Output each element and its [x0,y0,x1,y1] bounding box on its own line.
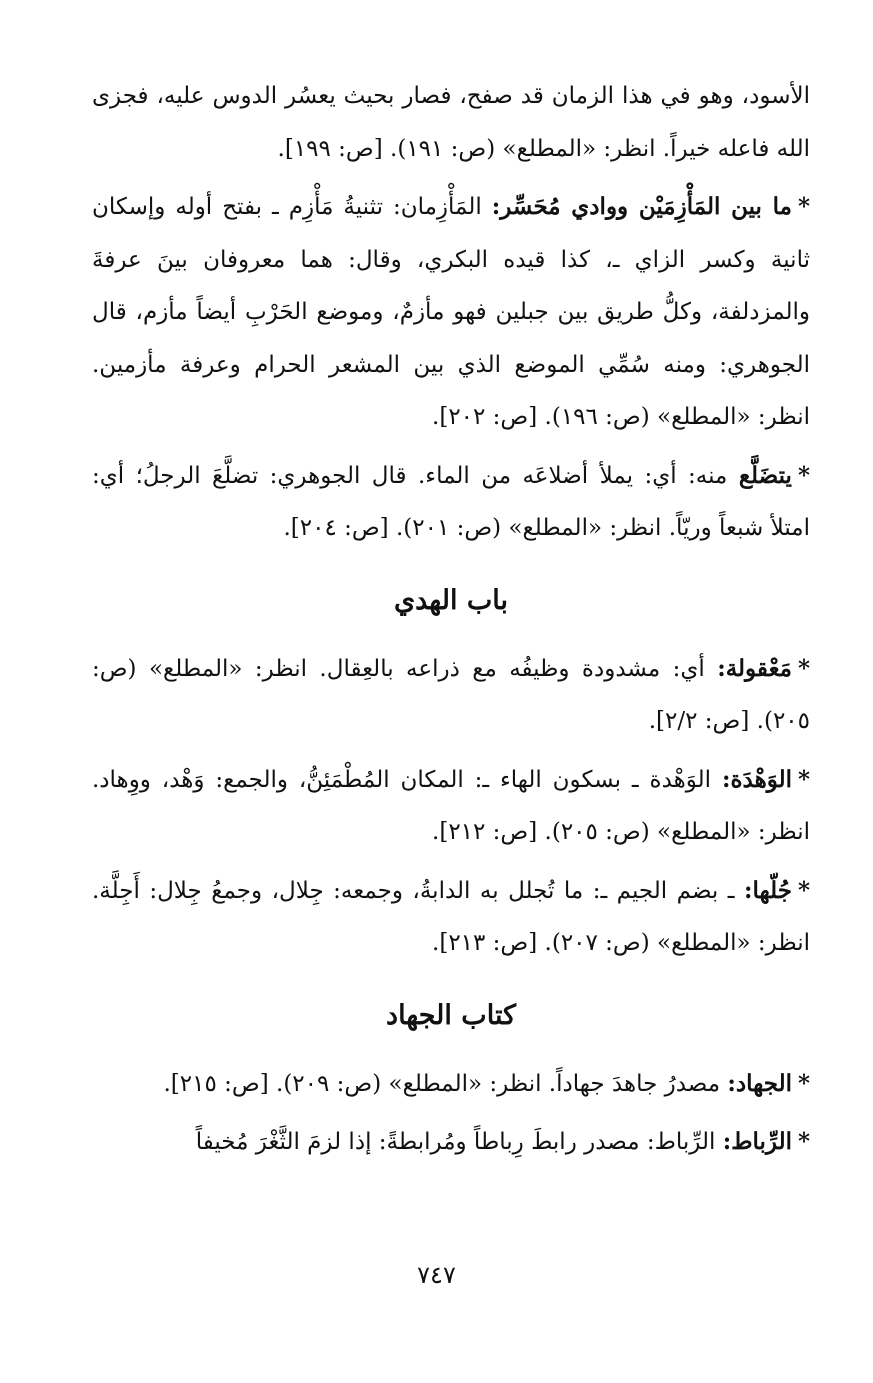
entry-text: ـ بضم الجيم ـ: ما تُجلل به الدابةُ، وجمعه: جِلال، وجمعُ جِلال: أَجِلَّة. انظر: «المطلع» (ص: ٢٠٧). [ص: ٢١٣]. [92,877,810,956]
entry-wahda [92,754,810,859]
entry-term: الرِّباط: [722,1128,792,1155]
section-heading-jihad: كتاب الجهاد [386,999,516,1031]
entry-term: جُلّها: [744,876,792,904]
entry-star-marker: * [797,193,811,220]
entry-text: الوَهْدة ـ بسكون الهاء ـ: المكان المُطْمَئِنُّ، والجمع: وَهْد، ووِهاد. انظر: «المطلع» (ص: ٢٠٥). [ص: ٢١٢]. [92,766,810,845]
section-heading-hady: باب الهدي [393,584,509,616]
entry-text: الرِّباط: مصدر رابطَ رِباطاً ومُرابطةً: إذا لزمَ الثَّغْرَ مُخيفاً [195,1129,716,1155]
entry-text: مصدرُ جاهدَ جهاداً. انظر: «المطلع» (ص: ٢٠٩). [ص: ٢١٥]. [163,1070,721,1097]
entry-term: ما بين المَأْزِمَيْن ووادي مُحَسِّر: [491,193,792,220]
entry-star-marker: * [797,654,811,682]
entry-ribat [92,1116,810,1169]
entry-term: الجهاد: [727,1069,792,1097]
entry-term: مَعْقولة: [717,654,792,682]
entry-term: الوَهْدَة: [721,765,792,793]
entry-star-marker: * [797,461,810,489]
entry-jihad [92,1058,810,1111]
paragraph-text: الأسود، وهو في هذا الزمان قد صفح، فصار بحيث يعسُر الدوس عليه، فجزى الله فاعله خيراً. انظر: «المطلع» (ص: ١٩١). [ص: ١٩٩]. [92,83,810,162]
entry-maazimayn [92,181,810,444]
entry-star-marker: * [797,765,811,793]
page-number: ٧٤٧ [417,1261,456,1289]
entry-star-marker: * [797,1128,810,1155]
entry-text: المَأْزِمان: تثنيةُ مَأْزِم ـ بفتح أوله وإسكان ثانية وكسر الزاي ـ، كذا قيده البكري، وقال: هما معروفان بينَ عرفةَ والمزدلفة، وكلُّ طريق بين جبلين فهو مأزمٌ، وموضع الحَرْبِ أيضاً مأزم، قال الجوهري: ومنه سُمِّي الموضع الذي بين المشعر الحرام وعرفة مأزمين. انظر: «المطلع» (ص: ١٩٦). [ص: ٢٠٢]. [92,194,810,430]
entry-star-marker: * [797,876,810,904]
entry-jullaha [92,865,810,970]
document-page [92,70,810,1175]
paragraph-continuation [92,70,810,175]
entry-star-marker: * [797,1069,810,1097]
entry-yatadalla [92,450,810,555]
entry-text: أي: مشدودة وظيفُه مع ذراعه بالعِقال. انظر: «المطلع» (ص: ٢٠٥). [ص: ٢/٢]. [92,655,810,734]
entry-maqula [92,643,810,748]
entry-text: منه: أي: يملأ أضلاعَه من الماء. قال الجوهري: تضلَّعَ الرجلُ؛ أي: امتلأ شبعاً وريّاً. انظر: «المطلع» (ص: ٢٠١). [ص: ٢٠٤]. [92,462,810,541]
entry-term: يتضَلَّع [738,461,792,489]
